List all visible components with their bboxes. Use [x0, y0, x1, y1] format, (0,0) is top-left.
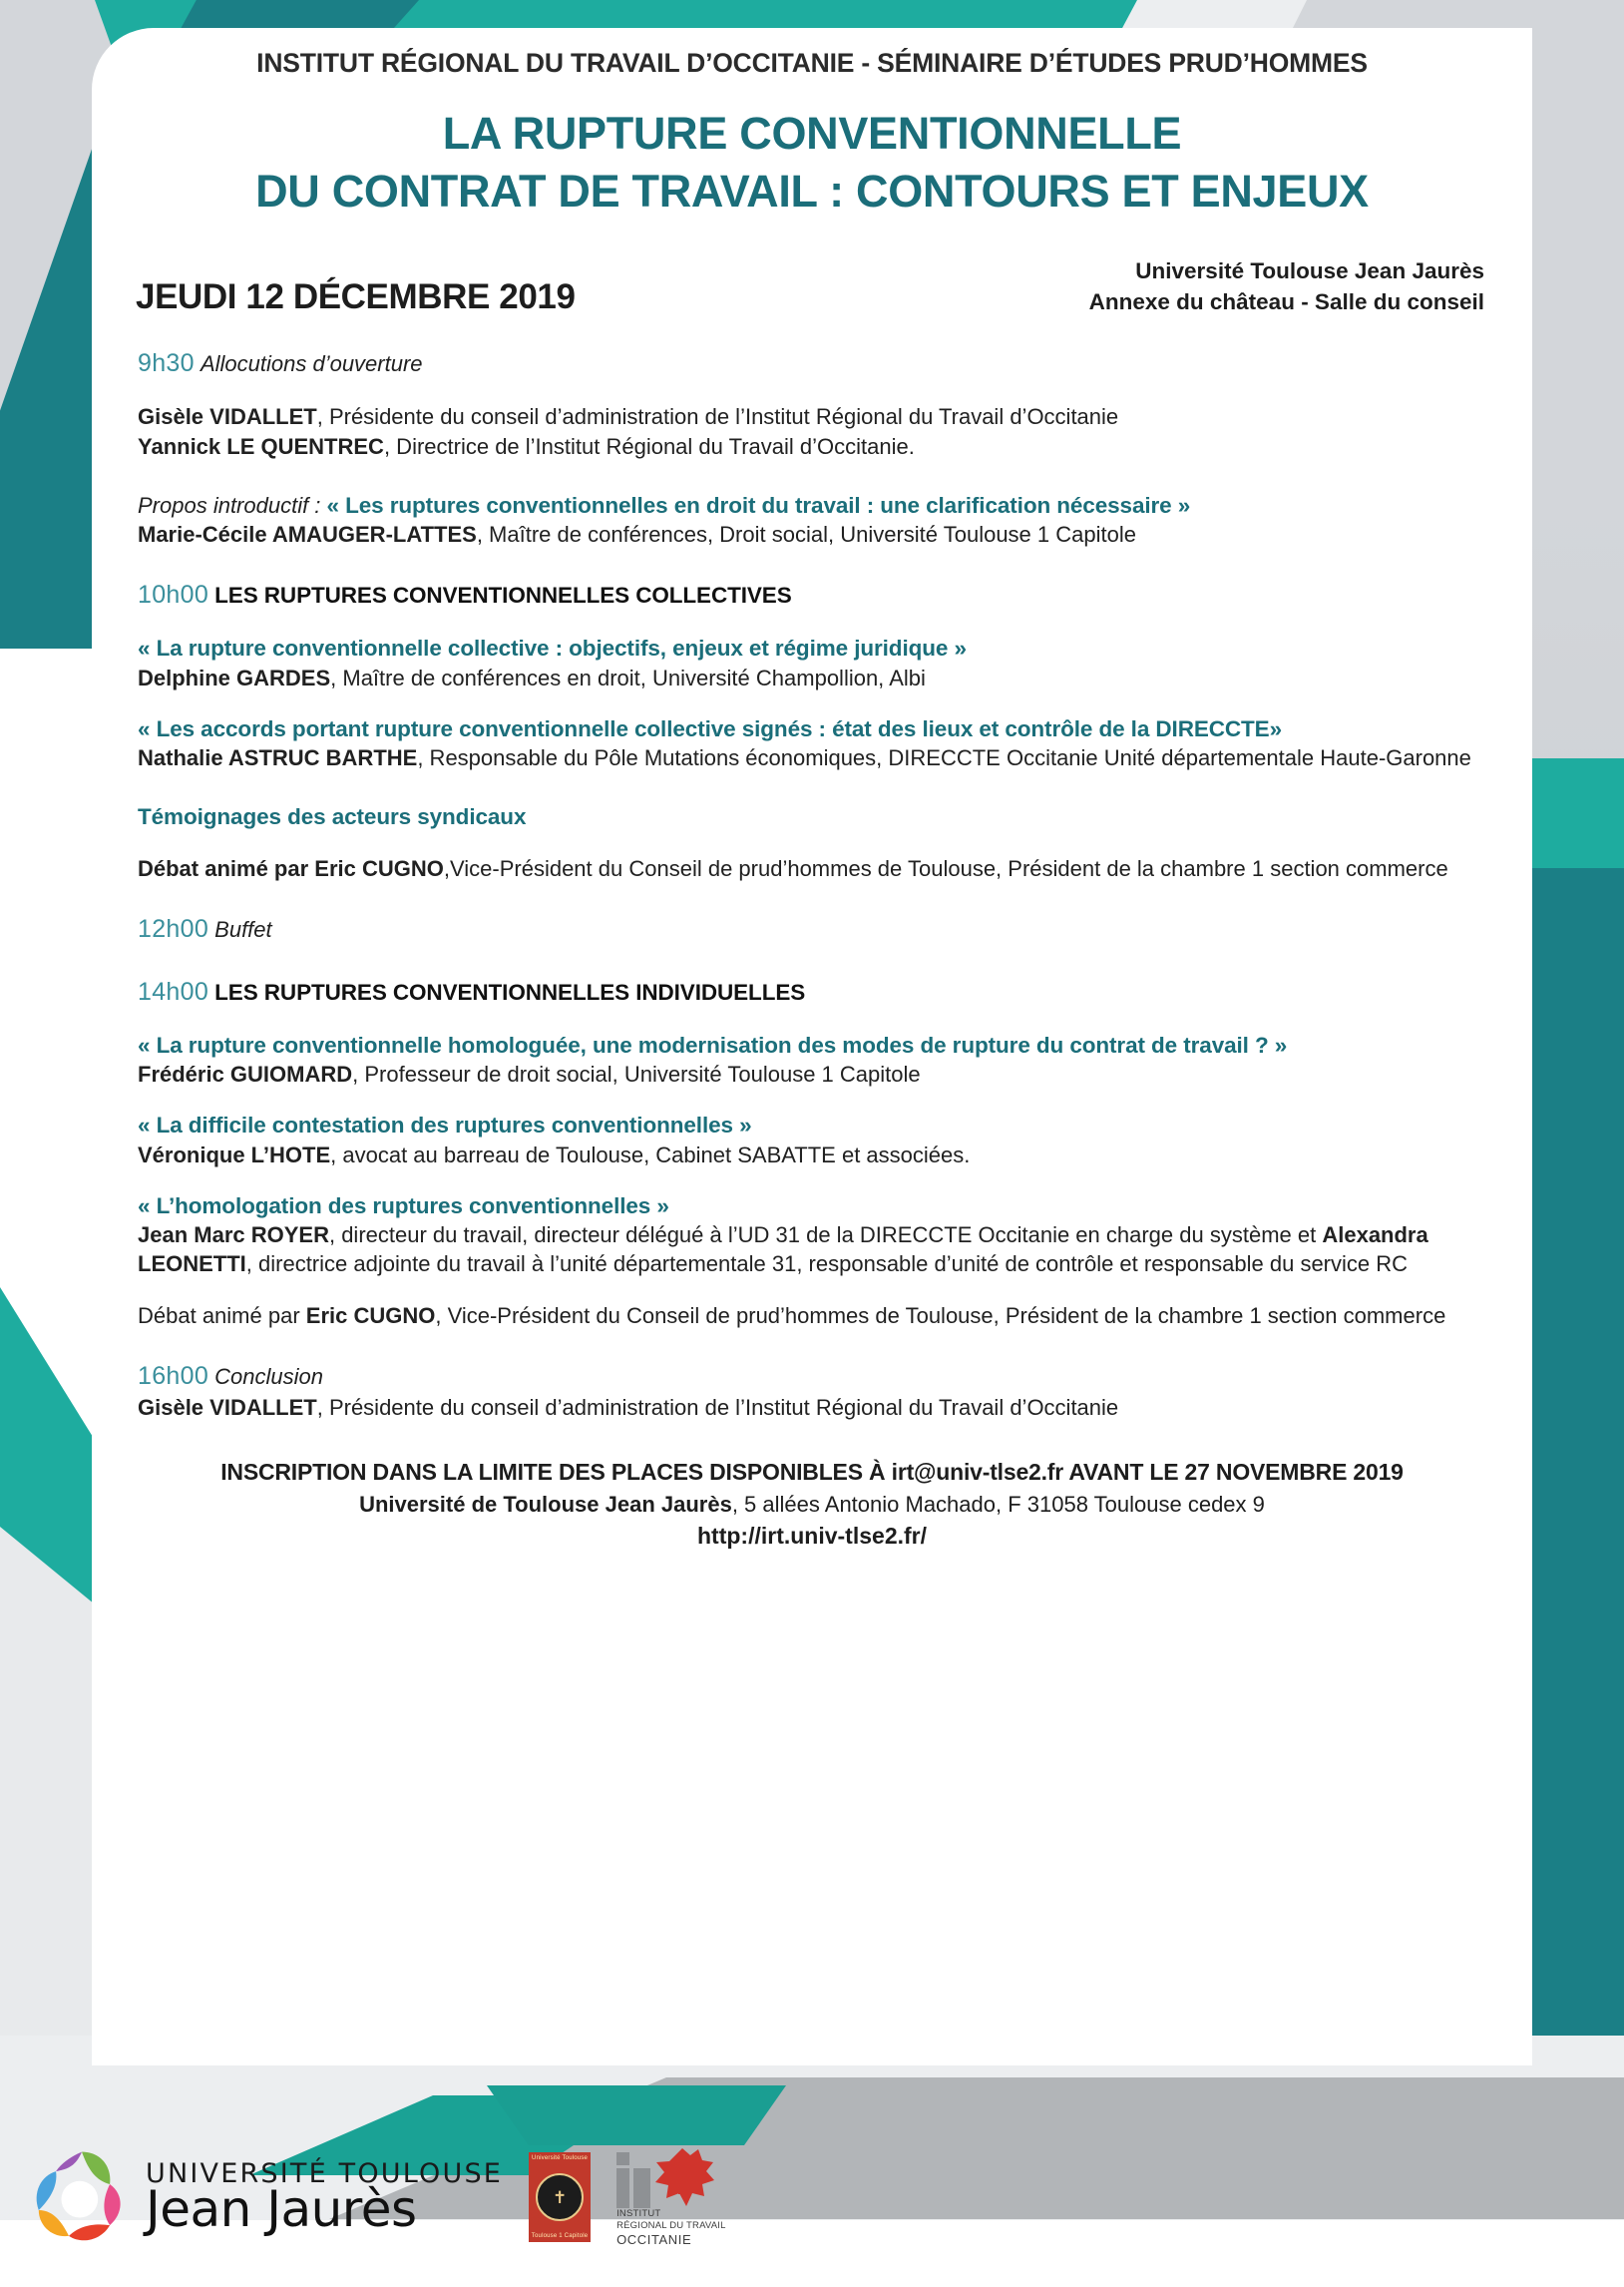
- irt-wordmark: [616, 2146, 748, 2208]
- collective-section-heading: [138, 579, 1490, 612]
- conclusion-speaker-role: , Présidente du conseil d’administration de l’Institut Régional du Travail d’Occitanie: [316, 1394, 1119, 1420]
- homologation-tail-text: , directrice adjointe du travail à l’unité départementale 31, responsable d’unité de contrôle et responsable du service RC: [245, 1251, 1409, 1277]
- individual-talk-1-speaker-name: Frédéric GUIOMARD: [138, 1062, 353, 1088]
- program-item-intro: [138, 491, 1490, 550]
- individual-title: LES RUPTURES CONVENTIONNELLES INDIVIDUELLES: [214, 979, 806, 1005]
- homologation-speakers: [138, 1220, 1490, 1279]
- homologation-mid-text: , directeur du travail, directeur délégué à l’UD 31 de la DIRECCTE Occitanie en charge du système et: [328, 1222, 1323, 1248]
- utj-flower-mark-icon: [28, 2143, 136, 2251]
- title-line-1: LA RUPTURE CONVENTIONNELLE: [442, 108, 1182, 159]
- buffet-time: 12h00: [138, 914, 209, 943]
- buffet-label: Buffet: [214, 916, 272, 942]
- irt-letter-i-icon: [616, 2168, 629, 2208]
- footer-logos: [28, 2117, 1025, 2277]
- individual-talk-2-speaker-role: , avocat au barreau de Toulouse, Cabinet SABATTE et associées.: [330, 1142, 971, 1167]
- program-item-buffet: [138, 913, 1490, 946]
- collective-debate: [138, 854, 1490, 883]
- opening-speaker-1: [138, 402, 1490, 431]
- intro-speaker-name: Marie-Cécile AMAUGER-LATTES: [138, 522, 477, 548]
- program-talk-collective-2: [138, 714, 1490, 773]
- conclusion-time: 16h00: [138, 1361, 209, 1390]
- program-talk-individual-2: [138, 1111, 1490, 1169]
- collective-talk-2-speaker: [138, 743, 1490, 772]
- opening-speaker-2-name: Yannick LE QUENTREC: [138, 433, 384, 459]
- individual-talk-2-speaker: [138, 1141, 1490, 1169]
- event-date: JEUDI 12 DÉCEMBRE 2019: [136, 277, 576, 317]
- utj-logo-text: [146, 2157, 504, 2239]
- individual-debate-lead: Eric CUGNO: [305, 1302, 436, 1328]
- irt-caption-line-2: RÉGIONAL DU TRAVAIL: [616, 2219, 726, 2231]
- irt-occitanie-map-icon: [652, 2146, 716, 2208]
- conclusion-speaker: [138, 1393, 1490, 1422]
- opening-label: Allocutions d’ouverture: [200, 351, 423, 377]
- registration-notice: [134, 1456, 1490, 1553]
- date-and-venue-bar: [134, 255, 1490, 317]
- irt-caption-line-3: OCCITANIE: [616, 2231, 692, 2247]
- program-item-opening: [138, 347, 1490, 461]
- intro-speaker: [138, 520, 1490, 549]
- opening-speaker-2-role: , Directrice de l’Institut Régional du Travail d’Occitanie.: [383, 433, 915, 459]
- opening-slot: [138, 347, 1490, 380]
- program-debate-collective: [138, 854, 1490, 883]
- collective-time: 10h00: [138, 581, 209, 610]
- buffet-slot: [138, 913, 1490, 946]
- homologation-quote: « L’homologation des ruptures conventionnelles »: [138, 1192, 669, 1218]
- venue-line-2: Annexe du château - Salle du conseil: [1088, 289, 1484, 315]
- title-line-2: DU CONTRAT DE TRAVAIL : CONTOURS ET ENJEUX: [255, 165, 1369, 217]
- irt-caption: [616, 2208, 748, 2249]
- venue-line-1: Université Toulouse Jean Jaurès: [1135, 258, 1484, 284]
- page-title: [134, 105, 1490, 220]
- individual-debate-role: , Vice-Président du Conseil de prud’hommes de Toulouse, Président de la chambre 1 section commerce: [435, 1302, 1446, 1328]
- irt-letter-i-dot-icon: [616, 2152, 629, 2165]
- intro-prefix: Propos introductif :: [138, 492, 327, 518]
- individual-section-heading: [138, 976, 1490, 1009]
- utj-logo-line-2: Jean Jaurès: [146, 2180, 417, 2239]
- individual-talk-2-quote: « La difficile contestation des ruptures conventionnelles »: [138, 1113, 752, 1139]
- ut1-top-caption: Université Toulouse: [532, 2155, 589, 2161]
- individual-debate: [138, 1301, 1490, 1330]
- universite-toulouse-capitole-logo: [529, 2152, 591, 2242]
- ut1-seal-icon: ✝: [536, 2173, 584, 2221]
- homologation-speaker-1-name: Jean Marc ROYER: [138, 1222, 329, 1248]
- utj-logo-line-1: UNIVERSITÉ TOULOUSE: [146, 2157, 504, 2189]
- program-testimonies: [138, 802, 1490, 831]
- collective-talk-1-quote: « La rupture conventionnelle collective : objectifs, enjeux et régime juridique »: [138, 636, 967, 662]
- irt-letter-r-icon: [633, 2168, 650, 2208]
- notice-address-institution: Université de Toulouse Jean Jaurès: [359, 1491, 732, 1517]
- individual-talk-1-quote: « La rupture conventionnelle homologuée, une modernisation des modes de rupture du contrat de travail ? »: [138, 1032, 1288, 1058]
- conclusion-label: Conclusion: [214, 1363, 323, 1389]
- collective-talk-2-speaker-name: Nathalie ASTRUC BARTHE: [138, 745, 418, 771]
- collective-talk-2-speaker-role: , Responsable du Pôle Mutations économiques, DIRECCTE Occitanie Unité départementale Haute-Garonne: [417, 745, 1471, 771]
- program-section-individual: [138, 976, 1490, 1009]
- collective-talk-1-speaker: [138, 664, 1490, 692]
- collective-talk-1-speaker-name: Delphine GARDES: [138, 665, 331, 690]
- program-item-conclusion: [138, 1360, 1490, 1422]
- opening-speaker-2: [138, 432, 1490, 461]
- intro-quote: « Les ruptures conventionnelles en droit du travail : une clarification nécessaire »: [326, 492, 1191, 518]
- opening-speaker-1-role: , Présidente du conseil d’administration de l’Institut Régional du Travail d’Occitanie: [316, 404, 1119, 430]
- organizer-eyebrow: INSTITUT RÉGIONAL DU TRAVAIL D’OCCITANIE - SÉMINAIRE D’ÉTUDES PRUD’HOMMES: [256, 48, 1368, 78]
- program-talk-collective-1: [138, 634, 1490, 692]
- event-venue: [1089, 255, 1484, 317]
- collective-title: LES RUPTURES CONVENTIONNELLES COLLECTIVES: [214, 583, 792, 609]
- individual-time: 14h00: [138, 977, 209, 1006]
- individual-talk-1-speaker-role: , Professeur de droit social, Université Toulouse 1 Capitole: [352, 1062, 921, 1088]
- conclusion-speaker-name: Gisèle VIDALLET: [138, 1394, 317, 1420]
- individual-talk-1-speaker: [138, 1060, 1490, 1089]
- irt-caption-line-1: INSTITUT: [616, 2207, 661, 2219]
- notice-line-2: [134, 1489, 1490, 1520]
- universite-toulouse-jean-jaures-logo: [28, 2143, 503, 2251]
- testimonies-heading: Témoignages des acteurs syndicaux: [138, 804, 527, 830]
- opening-speaker-1-name: Gisèle VIDALLET: [138, 404, 317, 430]
- individual-debate-prefix: Débat animé par: [138, 1302, 306, 1328]
- opening-time: 9h30: [138, 349, 195, 378]
- program-list: [134, 347, 1490, 1422]
- individual-talk-2-speaker-name: Véronique L’HOTE: [138, 1142, 331, 1167]
- program-section-collective: [138, 579, 1490, 612]
- institut-regional-du-travail-logo: [616, 2146, 748, 2249]
- ut1-bottom-caption: Toulouse 1 Capitole: [531, 2233, 589, 2239]
- program-debate-individual: [138, 1301, 1490, 1330]
- content-card: [92, 28, 1532, 2065]
- intro-speaker-role: , Maître de conférences, Droit social, Université Toulouse 1 Capitole: [476, 522, 1136, 548]
- collective-talk-1-speaker-role: , Maître de conférences en droit, Université Champollion, Albi: [330, 665, 926, 690]
- conclusion-slot: [138, 1360, 1490, 1393]
- homologation-speaker-2-name: Alexandra LEONETTI: [138, 1222, 1428, 1277]
- program-talk-individual-1: [138, 1031, 1490, 1090]
- collective-debate-lead: Débat animé par Eric CUGNO: [138, 855, 444, 881]
- collective-debate-role: ,Vice-Président du Conseil de prud’hommes de Toulouse, Président de la chambre 1 section commerce: [443, 855, 1448, 881]
- notice-address-rest: , 5 allées Antonio Machado, F 31058 Toulouse cedex 9: [731, 1491, 1265, 1517]
- intro-heading: [138, 491, 1490, 520]
- notice-line-1: INSCRIPTION DANS LA LIMITE DES PLACES DISPONIBLES À irt@univ-tlse2.fr AVANT LE 27 NOVEMBRE 2019: [220, 1459, 1404, 1486]
- notice-website-link[interactable]: http://irt.univ-tlse2.fr/: [697, 1522, 927, 1549]
- program-talk-homologation: [138, 1191, 1490, 1279]
- collective-talk-2-quote: « Les accords portant rupture conventionnelle collective signés : état des lieux et contrôle de la DIRECCTE»: [138, 715, 1283, 741]
